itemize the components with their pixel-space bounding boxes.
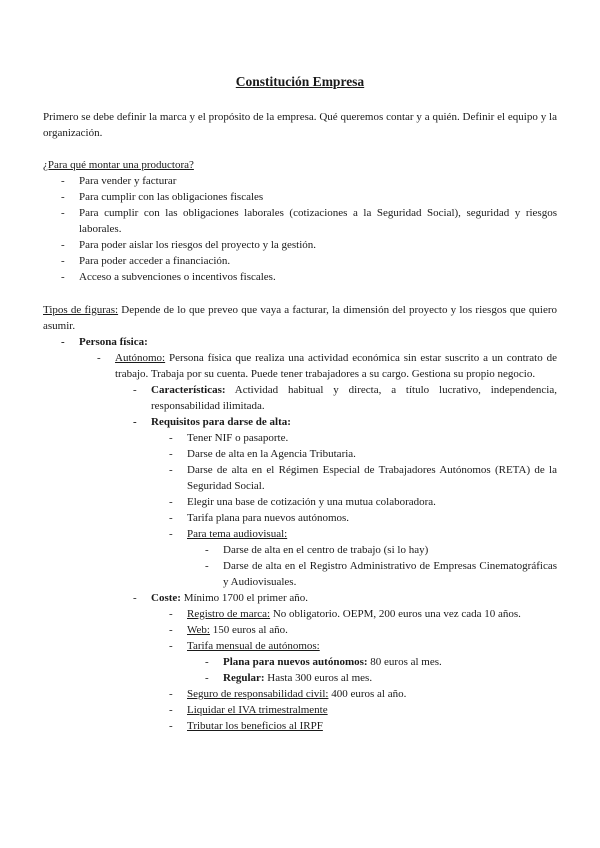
list-item: - Tarifa plana para nuevos autónomos. (151, 510, 557, 526)
persona-fisica-item: - Persona física: (43, 334, 557, 350)
tipos-paragraph (43, 302, 557, 334)
intro-paragraph: Primero se debe definir la marca y el propósito de la empresa. Qué queremos contar y a quién. Definir el equipo y la organización. (43, 111, 557, 139)
tipos-text: Depende de lo que preveo que vaya a facturar, la dimensión del proyecto y los riesgos que quiero asumir. (43, 304, 558, 332)
list-item: - Darse de alta en el Registro Administrativo de Empresas Cinematográficas y Audiovisuales. (187, 558, 557, 590)
list-item: - Para poder aislar los riesgos del proyecto y la gestión. (43, 237, 557, 253)
requisitos-item: - Requisitos para darse de alta: (115, 414, 557, 430)
list-item: - Darse de alta en el centro de trabajo (si lo hay) (187, 542, 557, 558)
seguro-item (151, 686, 557, 702)
audiovisual-item: - Para tema audiovisual: (151, 526, 557, 542)
autonomo-text: Persona física que realiza una actividad económica sin estar suscrito a un contrato de trabajo. Trabaja por su cuenta. Puede tener trabajadores a su cargo. Gestiona su propio negocio. (115, 352, 557, 380)
plana-item (187, 654, 557, 670)
web-text: 150 euros al año. (209, 624, 288, 636)
registro-label: Registro de marca: (187, 608, 271, 620)
web-item (151, 622, 557, 638)
irpf-item: - Tributar los beneficios al IRPF (151, 718, 557, 734)
coste-more-list (151, 686, 557, 734)
autonomo-label: Autónomo: (115, 352, 166, 364)
productora-heading: ¿Para qué montar una productora? (43, 159, 194, 171)
registro-text: No obligatorio. OEPM, 200 euros una vez cada 10 años. (270, 608, 521, 620)
productora-list (43, 173, 557, 285)
tarifa-item: - Tarifa mensual de autónomos: (151, 638, 557, 654)
plana-label: Plana para nuevos autónomos: (223, 656, 368, 668)
tipos-section (43, 302, 557, 734)
coste-list (115, 590, 557, 606)
seguro-text: 400 euros al año. (328, 688, 407, 700)
autonomo-item (79, 350, 557, 382)
list-item: - Elegir una base de cotización y una mutua colaboradora. (151, 494, 557, 510)
autonomo-list (79, 350, 557, 382)
audiovisual-list (187, 542, 557, 590)
list-item: - Para cumplir con las obligaciones fiscales (43, 189, 557, 205)
web-label: Web: (187, 624, 210, 636)
list-item: - Tener NIF o pasaporte. (151, 430, 557, 446)
coste-details-list (151, 606, 557, 654)
caracteristicas-text: Actividad habitual y directa, a título lucrativo, independencia, responsabilidad ilimitada. (151, 384, 557, 412)
list-item: - Para poder acceder a financiación. (43, 253, 557, 269)
page-title: Constitución Empresa (235, 74, 365, 89)
regular-label: Regular: (223, 672, 265, 684)
persona-fisica-list (43, 334, 557, 350)
coste-text: Mínimo 1700 el primer año. (180, 592, 309, 604)
list-item: - Para vender y facturar (43, 173, 557, 189)
iva-item: - Liquidar el IVA trimestralmente (151, 702, 557, 718)
list-item: - Darse de alta en la Agencia Tributaria. (151, 446, 557, 462)
seguro-label: Seguro de responsabilidad civil: (187, 688, 329, 700)
caracteristicas-label: Características: (151, 384, 226, 396)
coste-item (115, 590, 557, 606)
regular-item (187, 670, 557, 686)
productora-section (43, 157, 557, 285)
regular-text: Hasta 300 euros al mes. (264, 672, 373, 684)
tarifa-list (187, 654, 557, 686)
list-item: - Darse de alta en el Régimen Especial de Trabajadores Autónomos (RETA) de la Seguridad Social. (151, 462, 557, 494)
list-item: - Acceso a subvenciones o incentivos fiscales. (43, 269, 557, 285)
requisitos-list (151, 430, 557, 542)
tipos-heading: Tipos de figuras: (43, 304, 119, 316)
coste-label: Coste: (151, 592, 181, 604)
registro-item (151, 606, 557, 622)
autonomo-details-list (115, 382, 557, 430)
plana-text: 80 euros al mes. (367, 656, 442, 668)
caracteristicas-item (115, 382, 557, 414)
list-item: - Para cumplir con las obligaciones laborales (cotizaciones a la Seguridad Social), seguridad y riesgos laborales. (43, 205, 557, 237)
